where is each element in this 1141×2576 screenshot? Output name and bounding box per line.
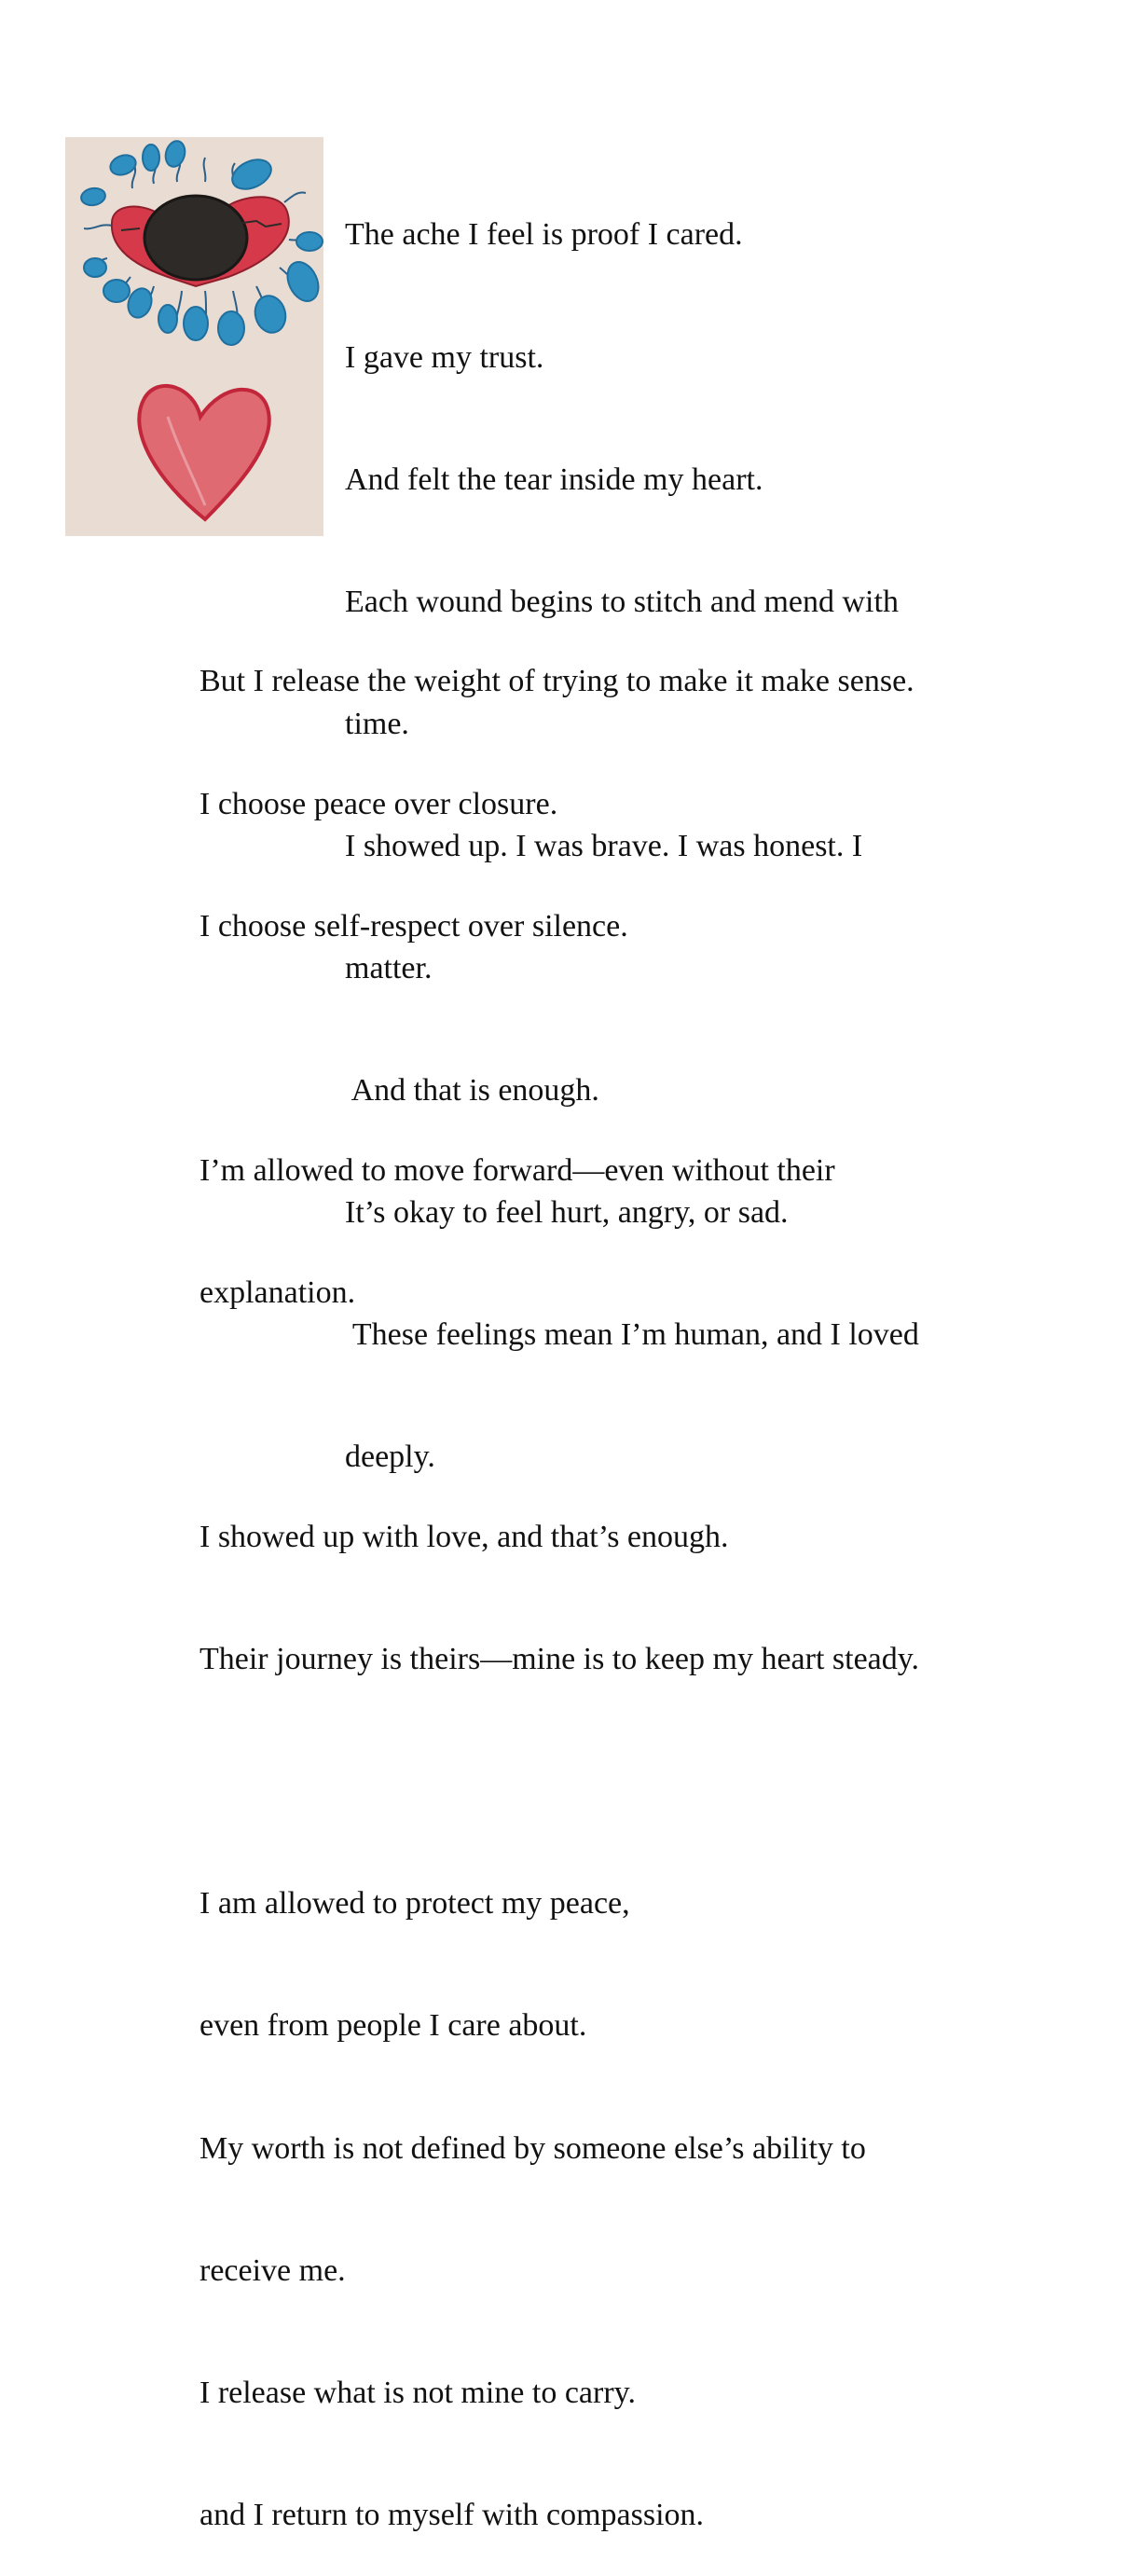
poem-line: My worth is not defined by someone else’s ability to — [199, 2130, 866, 2166]
crayon-heart-drawing-icon — [65, 137, 323, 536]
poem-line: I release what is not mine to carry. — [199, 2375, 636, 2410]
poem-line: deeply. — [345, 1440, 435, 1475]
poem-line: Their journey is theirs—mine is to keep my heart steady. — [199, 1642, 920, 1677]
poem-line: I choose self-respect over silence. — [199, 908, 628, 944]
poem-line: But I release the weight of trying to make it make sense. — [199, 664, 914, 699]
poem-line: I choose peace over closure. — [199, 786, 558, 821]
poem-line: The ache I feel is proof I cared. — [345, 217, 743, 253]
poem-bottom-block — [199, 580, 919, 2576]
poem-line: explanation. — [199, 1274, 356, 1310]
poem-line: time. — [345, 706, 409, 741]
poem-line: I am allowed to protect my peace, — [199, 1886, 630, 1922]
poem-line: and I return to myself with compassion. — [199, 2497, 705, 2532]
stanza-break — [199, 1028, 919, 1069]
poem-line: It’s okay to feel hurt, angry, or sad. — [345, 1195, 789, 1231]
poem-line: receive me. — [199, 2252, 346, 2288]
poem-line: I’m allowed to move forward—even without their — [199, 1152, 835, 1188]
poem-line: matter. — [345, 950, 433, 985]
poem-line: I showed up. I was brave. I was honest. I — [345, 828, 863, 863]
crayon-heart-drawing — [65, 137, 323, 536]
poem-line: These feelings mean I’m human, and I loved — [345, 1317, 919, 1353]
poem-line: Each wound begins to stitch and mend with — [345, 584, 899, 619]
stanza-break — [199, 1395, 919, 1436]
poem-line: And felt the tear inside my heart. — [345, 461, 763, 497]
poem-line: even from people I care about. — [199, 2008, 587, 2044]
poem-line: I gave my trust. — [345, 339, 544, 375]
poem-line: And that is enough. — [345, 1073, 599, 1109]
poem-line: I showed up with love, and that’s enough. — [199, 1520, 729, 1555]
stanza-break — [199, 1761, 919, 1802]
